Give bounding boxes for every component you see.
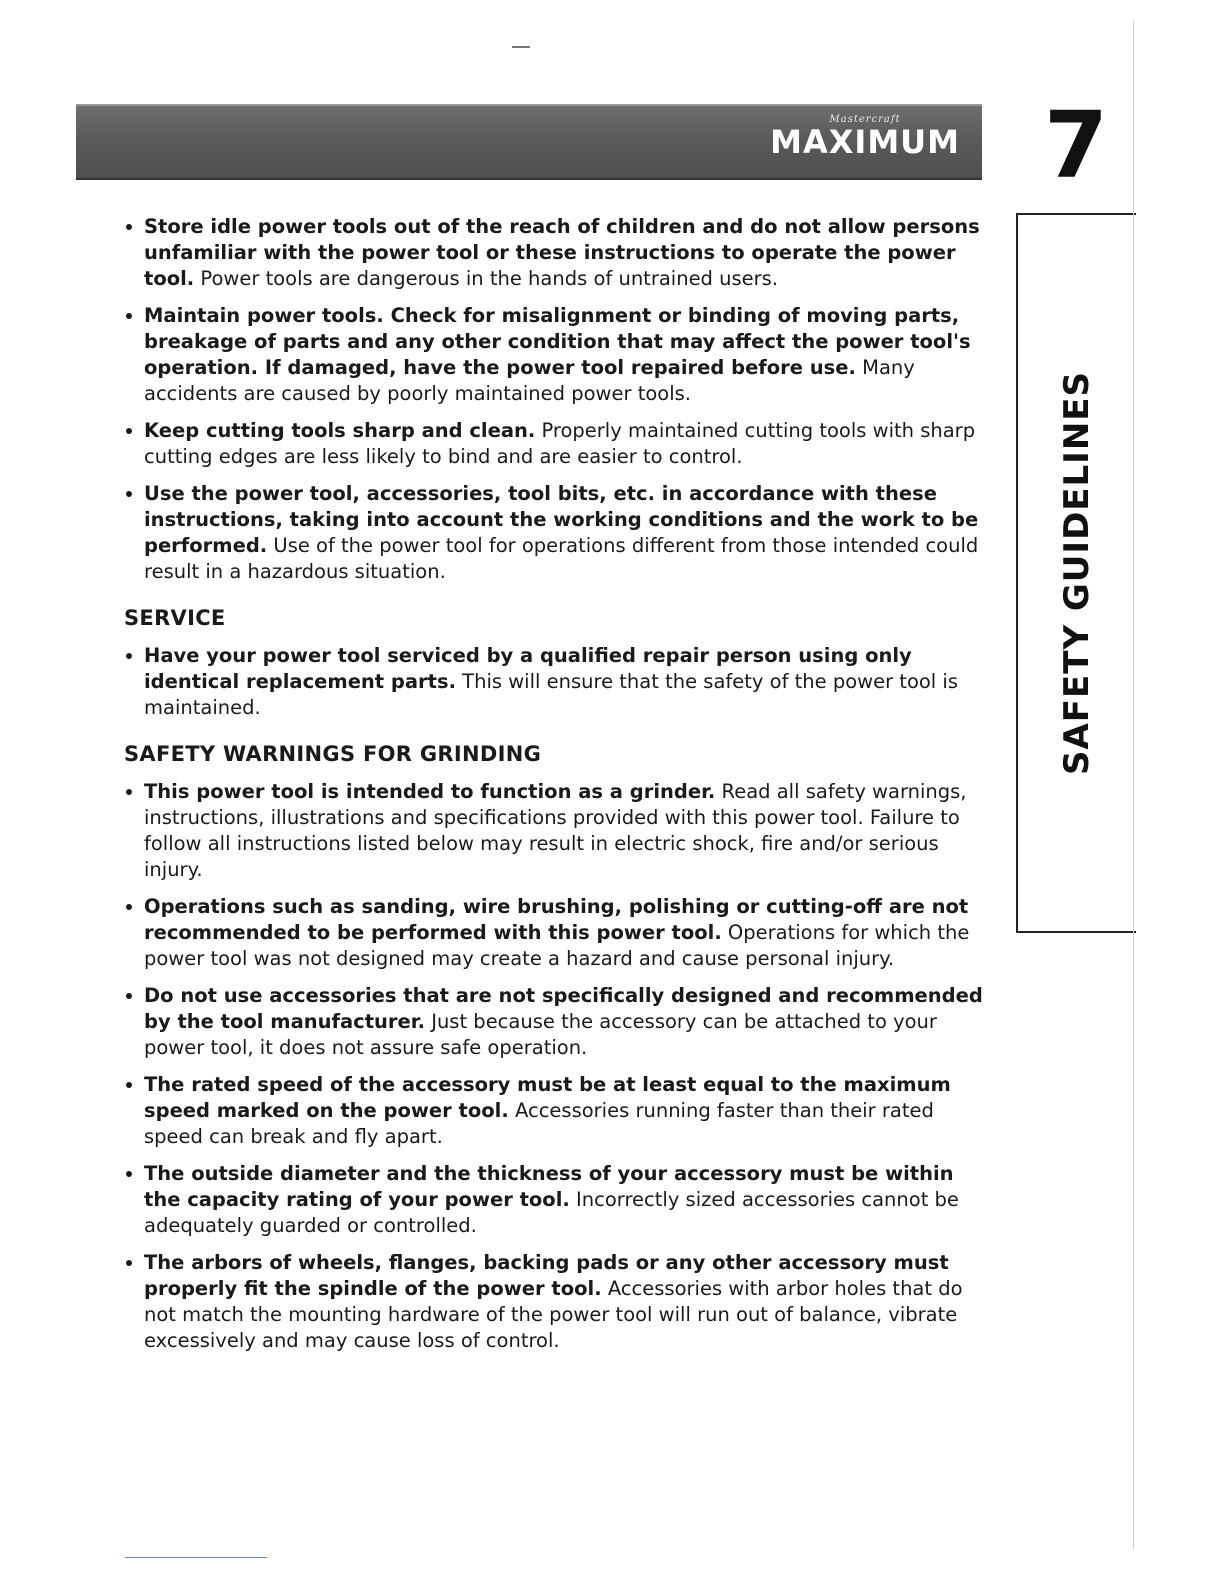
header-band: [76, 104, 982, 180]
page-edge-rule: [1133, 20, 1134, 1550]
footer-rule: [125, 1557, 267, 1558]
item-text: Use of the power tool for operations different from those intended could result in a hazardous situation.: [144, 534, 979, 583]
list-item: [124, 1161, 984, 1239]
list-item: [124, 779, 984, 883]
item-text: Accessories running faster than their rated speed can break and fly apart.: [144, 1099, 934, 1148]
item-bold: The arbors of wheels, flanges, backing pads or any other accessory must properly fit the spindle of the power tool.: [144, 1251, 949, 1300]
brand-main: MAXIMUM: [770, 123, 960, 161]
item-text: Power tools are dangerous in the hands of untrained users.: [194, 267, 779, 290]
service-list: [124, 643, 984, 721]
list-item: [124, 1072, 984, 1150]
scan-mark: [512, 46, 530, 48]
item-bold: Store idle power tools out of the reach of children and do not allow persons unfamiliar with the power tool or these instructions to operate the power tool.: [144, 215, 980, 290]
brand-logo: [770, 114, 960, 159]
side-tab: [1016, 213, 1136, 933]
list-item: [124, 983, 984, 1061]
item-bold: The outside diameter and the thickness of your accessory must be within the capacity rating of your power tool.: [144, 1162, 954, 1211]
list-item: [124, 643, 984, 721]
item-text: Operations for which the power tool was not designed may create a hazard and cause personal injury.: [144, 921, 970, 970]
item-text: Many accidents are caused by poorly maintained power tools.: [144, 356, 915, 405]
list-item: [124, 303, 984, 407]
grinding-list: [124, 779, 984, 1354]
item-bold: This power tool is intended to function as a grinder.: [144, 780, 716, 803]
item-text: Read all safety warnings, instructions, illustrations and specifications provided with this power tool. Failure to follow all instructions listed below may result in electric shock, fire and/or serious injury.: [144, 780, 967, 881]
item-text: Properly maintained cutting tools with sharp cutting edges are less likely to bind and are easier to control.: [144, 419, 976, 468]
item-text: Incorrectly sized accessories cannot be adequately guarded or controlled.: [144, 1188, 959, 1237]
item-text: This will ensure that the safety of the power tool is maintained.: [144, 670, 959, 719]
list-item: [124, 1250, 984, 1354]
item-bold: Use the power tool, accessories, tool bits, etc. in accordance with these instructions, taking into account the working conditions and the work to be performed.: [144, 482, 979, 557]
grinding-heading: SAFETY WARNINGS FOR GRINDING: [124, 742, 542, 766]
item-bold: Do not use accessories that are not specifically designed and recommended by the tool manufacturer.: [144, 984, 983, 1033]
list-item: [124, 894, 984, 972]
general-list: [124, 214, 984, 585]
item-bold: Maintain power tools. Check for misalignment or binding of moving parts, breakage of parts and any other condition that may affect the power tool's operation. If damaged, have the power tool repaired before use.: [144, 304, 971, 379]
item-bold: The rated speed of the accessory must be at least equal to the maximum speed marked on the power tool.: [144, 1073, 951, 1122]
item-bold: Keep cutting tools sharp and clean.: [144, 419, 536, 442]
brand-sub: Mastercraft: [829, 114, 901, 125]
list-item: [124, 418, 984, 470]
item-bold: Have your power tool serviced by a qualified repair person using only identical replacement parts.: [144, 644, 912, 693]
list-item: [124, 481, 984, 585]
service-heading: SERVICE: [124, 606, 226, 630]
page-content: [124, 214, 984, 1365]
item-text: Accessories with arbor holes that do not match the mounting hardware of the power tool will run out of balance, vibrate excessively and may cause loss of control.: [144, 1277, 963, 1352]
side-tab-label: SAFETY GUIDELINES: [1057, 371, 1097, 775]
list-item: [124, 214, 984, 292]
chapter-number: 7: [1044, 92, 1109, 199]
item-bold: Operations such as sanding, wire brushing, polishing or cutting-off are not recommended to be performed with this power tool.: [144, 895, 969, 944]
item-text: Just because the accessory can be attached to your power tool, it does not assure safe operation.: [144, 1010, 937, 1059]
